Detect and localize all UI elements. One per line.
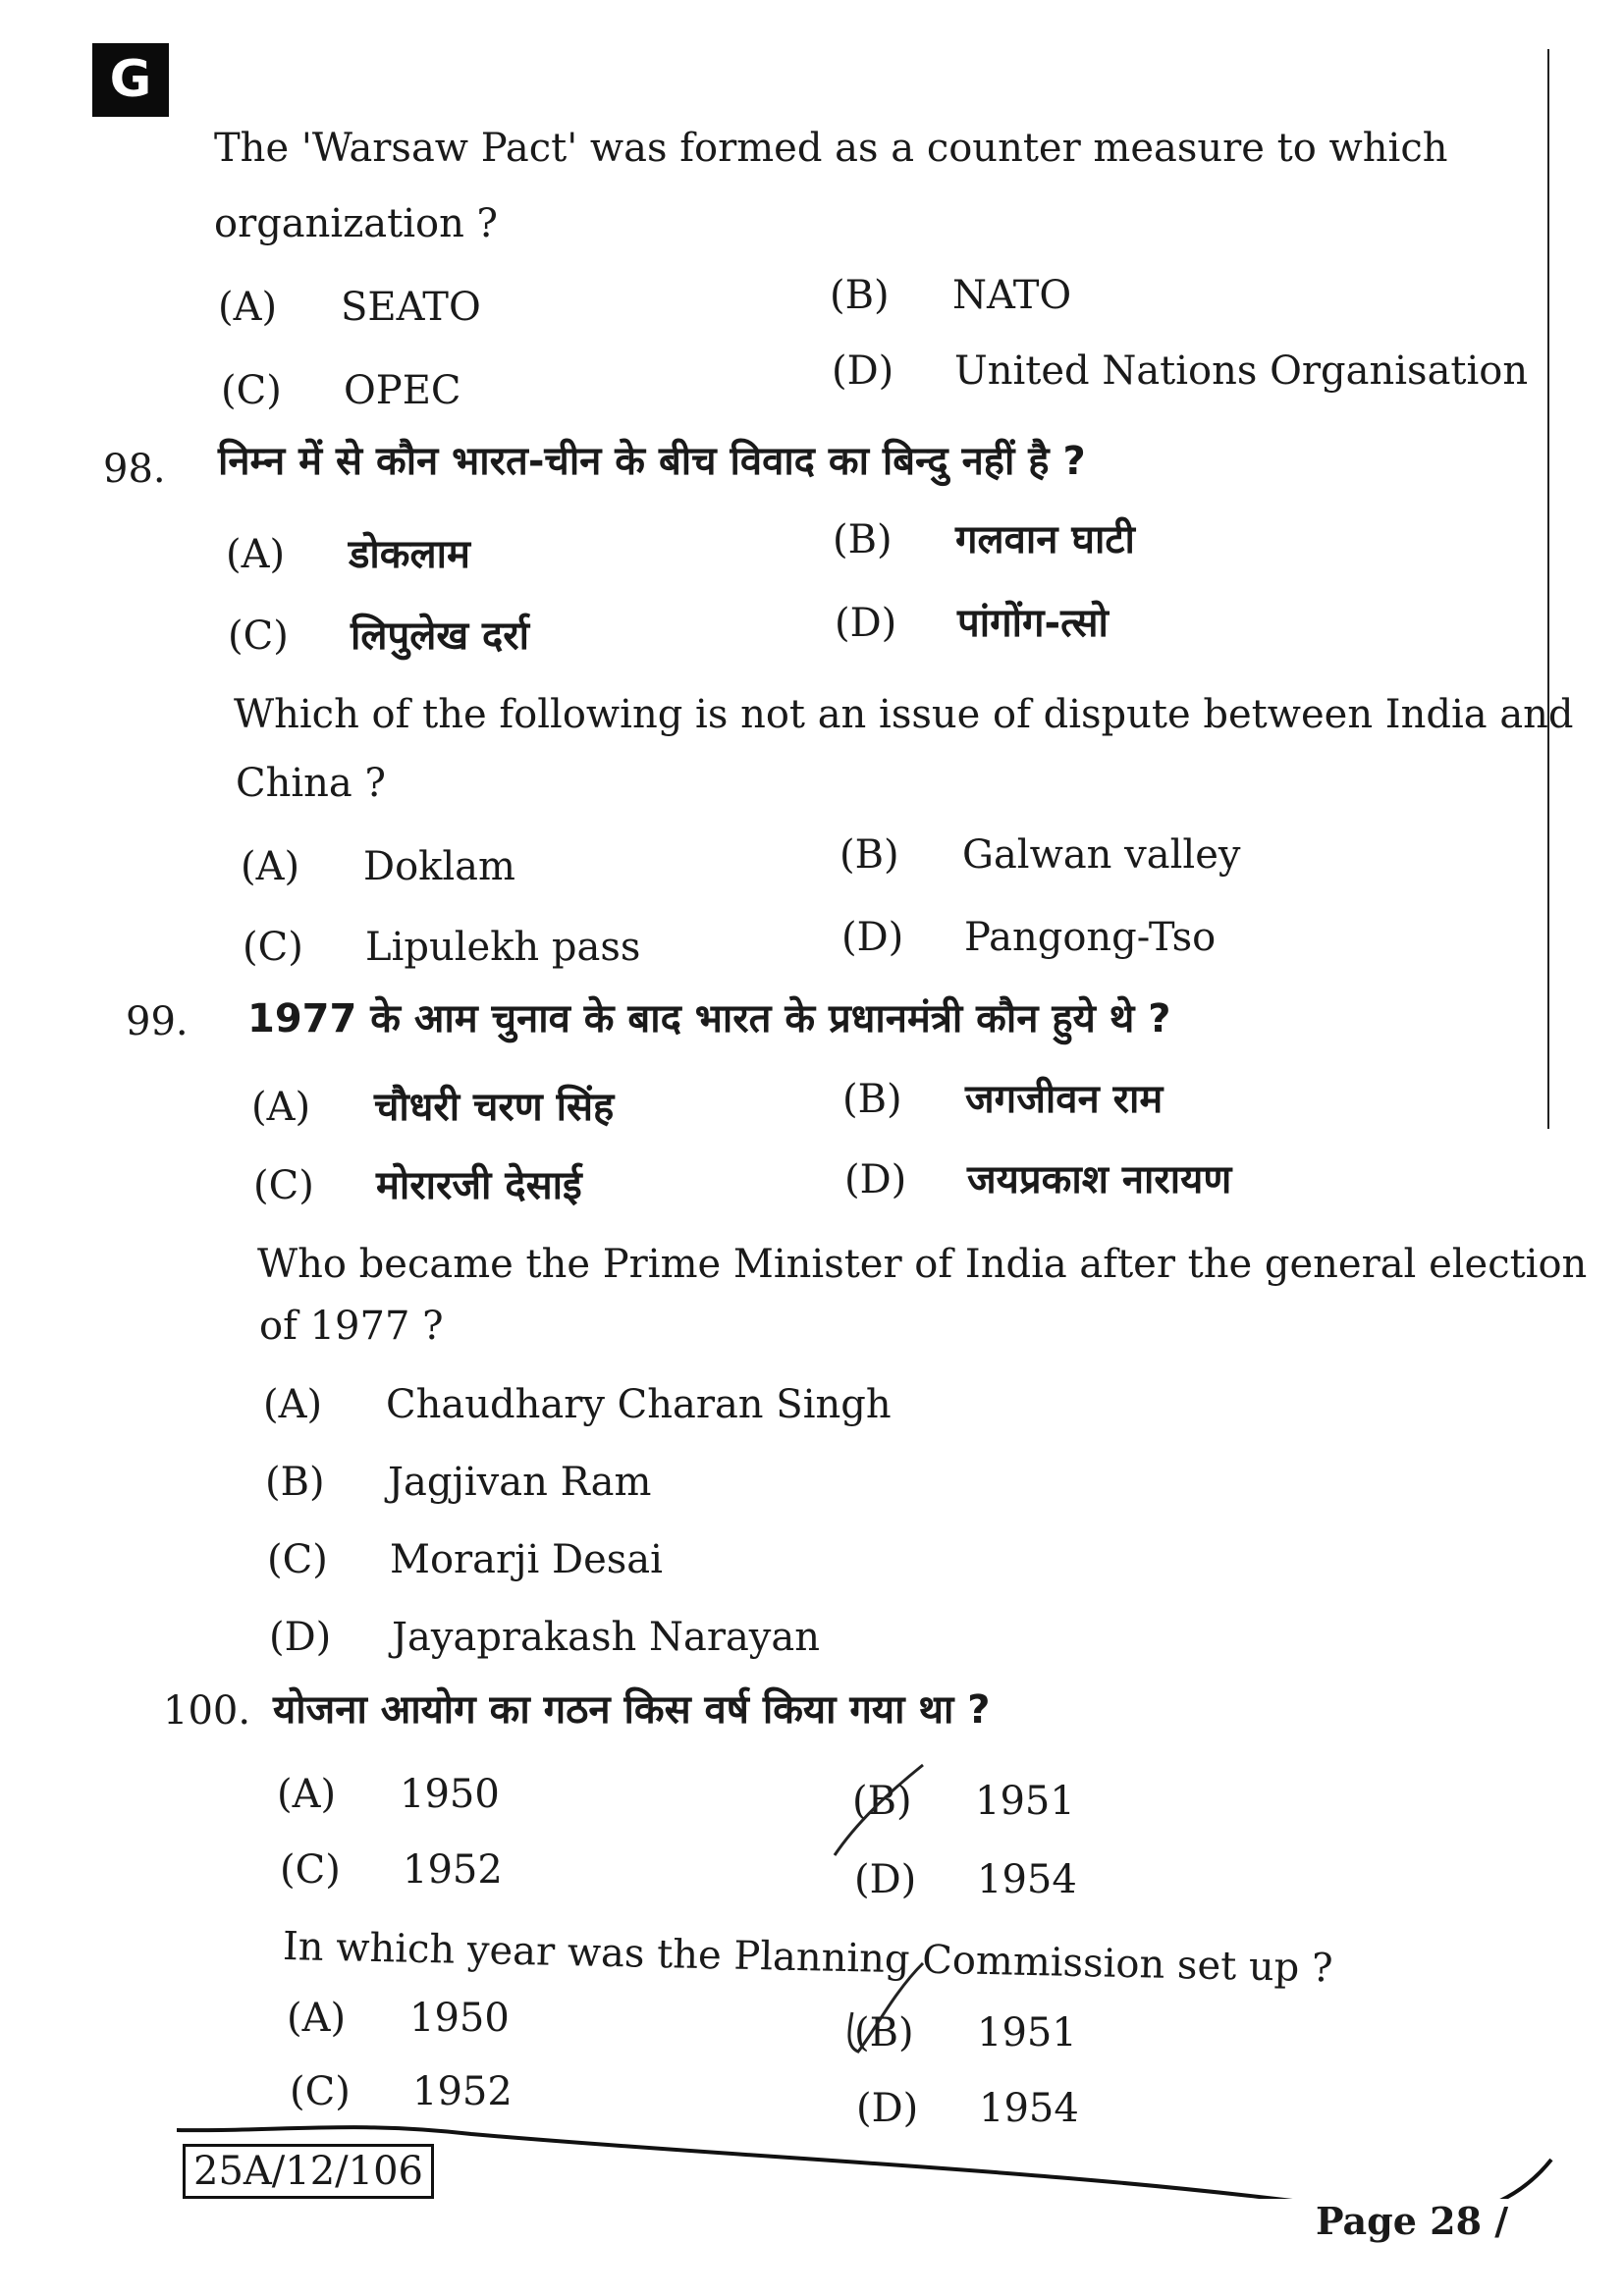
question-99-english-line2: of 1977 ? xyxy=(259,1304,444,1349)
q100-english-option-c: (C) 1952 xyxy=(290,2069,513,2114)
question-97-english-line2: organization ? xyxy=(214,201,499,246)
right-margin-rule xyxy=(1547,49,1549,1129)
q97-option-b: (B) NATO xyxy=(830,273,1072,318)
q100-hindi-option-c: (C) 1952 xyxy=(280,1847,503,1893)
question-99-english-line1: Who became the Prime Minister of India after the general election xyxy=(257,1242,1588,1287)
q100-hindi-option-a: (A) 1950 xyxy=(277,1772,500,1817)
q99-english-option-d: (D) Jayaprakash Narayan xyxy=(269,1615,821,1660)
question-100-hindi: योजना आयोग का गठन किस वर्ष किया गया था ? xyxy=(273,1687,991,1733)
q99-hindi-option-d: (D) जयप्रकाश नारायण xyxy=(844,1157,1232,1202)
handwritten-tick-mark-icon xyxy=(825,1757,943,1865)
question-100-english: In which year was the Planning Commission set up ? xyxy=(282,1924,1333,1992)
question-99-hindi: 1977 के आम चुनाव के बाद भारत के प्रधानमंत्री कौन हुये थे ? xyxy=(247,996,1171,1041)
q98-hindi-option-b: (B) गलवान घाटी xyxy=(833,517,1135,562)
q99-hindi-option-a: (A) चौधरी चरण सिंह xyxy=(251,1085,615,1130)
q100-english-option-d: (D) 1954 xyxy=(856,2086,1079,2131)
handwritten-tick-mark-icon xyxy=(825,1953,943,2061)
question-98-number: 98. xyxy=(103,447,166,492)
q100-english-option-b: (B) 1951 xyxy=(854,2010,1077,2056)
question-98-english-line1: Which of the following is not an issue of dispute between India and xyxy=(234,692,1574,737)
q99-english-option-a: (A) Chaudhary Charan Singh xyxy=(263,1382,892,1427)
series-badge: G xyxy=(92,43,169,117)
page-number: Page 28 / xyxy=(1316,2199,1509,2243)
question-100-number: 100. xyxy=(163,1688,251,1734)
q98-hindi-option-d: (D) पांगोंग-त्सो xyxy=(835,601,1109,646)
q98-english-option-d: (D) Pangong-Tso xyxy=(841,915,1217,960)
q98-english-option-a: (A) Doklam xyxy=(241,844,515,889)
q100-hindi-option-d: (D) 1954 xyxy=(854,1857,1077,1902)
booklet-code: 25A/12/106 xyxy=(183,2144,434,2199)
q100-english-option-a: (A) 1950 xyxy=(287,1996,510,2041)
q99-hindi-option-c: (C) मोरारजी देसाई xyxy=(253,1163,582,1208)
q99-hindi-option-b: (B) जगजीवन राम xyxy=(842,1077,1164,1122)
question-99-number: 99. xyxy=(126,999,189,1044)
q97-option-c: (C) OPEC xyxy=(221,368,461,413)
q100-hindi-option-b: (B) 1951 xyxy=(852,1779,1075,1824)
question-98-english-line2: China ? xyxy=(236,761,386,806)
q97-option-a: (A) SEATO xyxy=(218,285,481,330)
q98-hindi-option-a: (A) डोकलाम xyxy=(226,532,470,577)
question-97-english-line1: The 'Warsaw Pact' was formed as a counter measure to which xyxy=(214,126,1448,171)
question-98-hindi: निम्न में से कौन भारत-चीन के बीच विवाद का बिन्दु नहीं है ? xyxy=(218,439,1086,484)
q98-hindi-option-c: (C) लिपुलेख दर्रा xyxy=(228,614,529,659)
q99-english-option-b: (B) Jagjivan Ram xyxy=(265,1460,652,1505)
q97-option-d: (D) United Nations Organisation xyxy=(832,348,1529,394)
q98-english-option-b: (B) Galwan valley xyxy=(839,832,1241,878)
q98-english-option-c: (C) Lipulekh pass xyxy=(243,925,641,970)
q99-english-option-c: (C) Morarji Desai xyxy=(267,1537,663,1582)
